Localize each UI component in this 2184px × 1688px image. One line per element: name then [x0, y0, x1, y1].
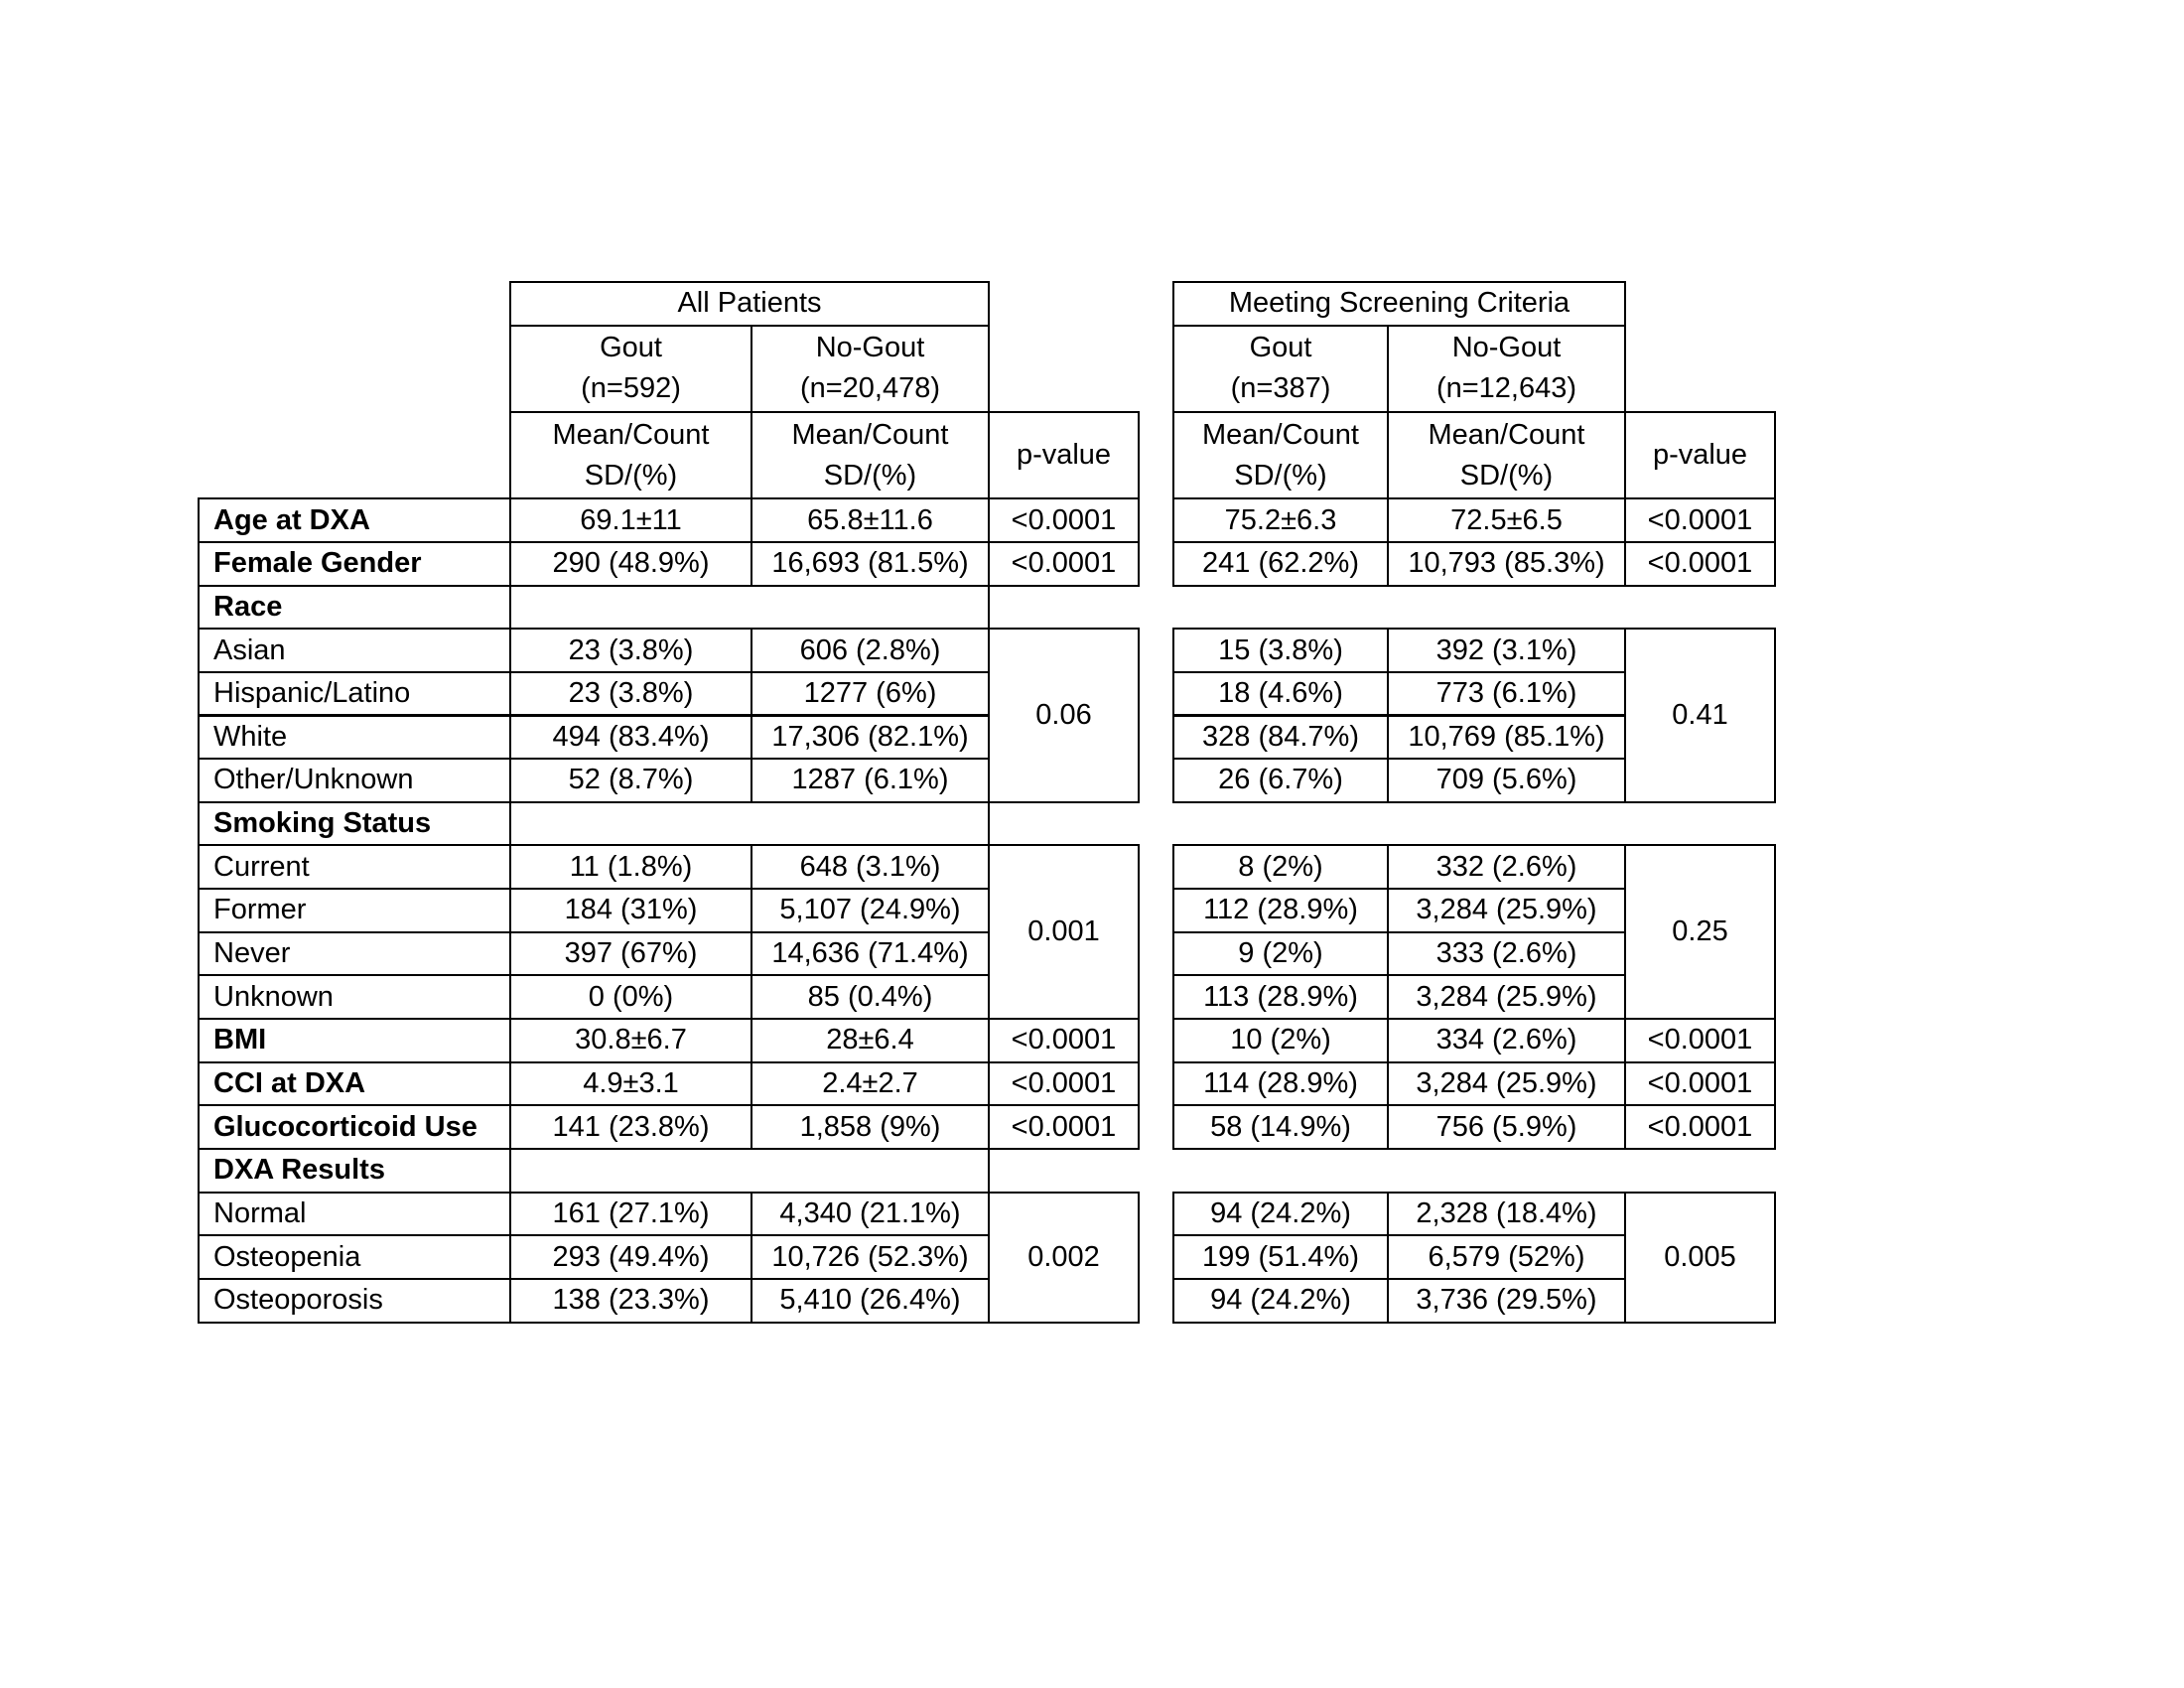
stat-header: [751, 411, 990, 499]
value-cell: [1387, 888, 1626, 933]
section-blank: [509, 801, 990, 847]
row-label: [198, 801, 511, 847]
value-cell-text: 18 (4.6%): [1218, 677, 1343, 710]
value-cell: [509, 1192, 752, 1237]
no-gout-header-text: (n=20,478): [799, 372, 941, 405]
value-cell-text: 3,284 (25.9%): [1416, 894, 1597, 926]
value-cell: [509, 758, 752, 803]
stat-header-text: Mean/Count: [1428, 418, 1585, 451]
row-label-text: Smoking Status: [213, 807, 432, 840]
p-value-cell-text: <0.0001: [1011, 503, 1117, 536]
value-cell: [1172, 497, 1389, 543]
value-cell: [1387, 931, 1626, 977]
p-value-cell-text: <0.0001: [1011, 1024, 1117, 1056]
value-cell: [509, 1061, 752, 1107]
value-cell-text: 392 (3.1%): [1435, 633, 1577, 666]
value-cell: [509, 1104, 752, 1150]
value-cell: [1387, 844, 1626, 890]
value-cell: [509, 1234, 752, 1280]
p-value-cell-text: <0.0001: [1647, 503, 1753, 536]
value-cell-text: 1,858 (9%): [799, 1110, 941, 1143]
value-cell-text: 52 (8.7%): [568, 764, 694, 796]
value-cell-text: 4.9±3.1: [583, 1067, 679, 1099]
value-cell: [1172, 628, 1389, 673]
value-cell-text: 494 (83.4%): [552, 720, 710, 753]
value-cell: [509, 541, 752, 587]
value-cell-text: 113 (28.9%): [1203, 980, 1358, 1013]
row-label: [198, 585, 511, 631]
no-gout-header: [1387, 325, 1626, 413]
value-cell: [1387, 1061, 1626, 1107]
value-cell-text: 15 (3.8%): [1218, 633, 1343, 666]
value-cell-text: 2,328 (18.4%): [1416, 1196, 1597, 1229]
value-cell: [1387, 1234, 1626, 1280]
gout-header-text: (n=387): [1230, 372, 1331, 405]
p-value-cell: [1624, 541, 1776, 587]
value-cell-text: 138 (23.3%): [552, 1284, 710, 1317]
group-title-text: Meeting Screening Criteria: [1228, 287, 1570, 320]
stat-header: [1387, 411, 1626, 499]
value-cell: [1387, 541, 1626, 587]
value-cell-text: 290 (48.9%): [552, 547, 710, 580]
value-cell-text: 94 (24.2%): [1210, 1196, 1351, 1229]
group-title-text: All Patients: [677, 287, 822, 320]
row-label: [198, 1018, 511, 1063]
value-cell-text: 3,284 (25.9%): [1416, 1067, 1597, 1099]
value-cell-text: 94 (24.2%): [1210, 1284, 1351, 1317]
row-label-text: Other/Unknown: [213, 764, 414, 796]
p-value-cell: [988, 1018, 1140, 1063]
value-cell: [509, 844, 752, 890]
row-label-text: Current: [213, 850, 310, 883]
p-value-merged-text: 0.002: [1027, 1240, 1100, 1273]
row-label-text: BMI: [213, 1024, 267, 1056]
value-cell: [751, 497, 990, 543]
gout-header: [1172, 325, 1389, 413]
value-cell: [751, 844, 990, 890]
p-value-cell-text: <0.0001: [1011, 1110, 1117, 1143]
section-blank: [509, 1148, 990, 1194]
p-value-cell: [988, 1104, 1140, 1150]
value-cell-text: 756 (5.9%): [1435, 1110, 1577, 1143]
p-value-cell: [1624, 497, 1776, 543]
gout-header-text: Gout: [1249, 332, 1312, 364]
p-value-cell: [1624, 1018, 1776, 1063]
row-label: [198, 1104, 511, 1150]
stat-header-text: SD/(%): [1234, 459, 1327, 492]
value-cell-text: 8 (2%): [1238, 850, 1323, 883]
p-value-cell: [1624, 1104, 1776, 1150]
value-cell-text: 334 (2.6%): [1435, 1024, 1577, 1056]
value-cell: [1387, 1018, 1626, 1063]
value-cell-text: 141 (23.8%): [552, 1110, 710, 1143]
section-blank: [509, 585, 990, 631]
row-label: [198, 1148, 511, 1194]
stat-header: [509, 411, 752, 499]
value-cell: [509, 1278, 752, 1324]
value-cell: [1387, 715, 1626, 761]
value-cell: [509, 931, 752, 977]
value-cell: [1172, 1018, 1389, 1063]
row-label-text: Former: [213, 894, 307, 926]
value-cell-text: 23 (3.8%): [568, 633, 694, 666]
value-cell: [751, 758, 990, 803]
row-label-text: Never: [213, 937, 291, 970]
p-value-merged-text: 0.41: [1672, 698, 1728, 731]
group-title: [1172, 281, 1626, 327]
value-cell: [1387, 1192, 1626, 1237]
value-cell-text: 65.8±11.6: [807, 503, 933, 536]
value-cell-text: 112 (28.9%): [1203, 894, 1358, 926]
value-cell: [1172, 888, 1389, 933]
row-label-text: Osteoporosis: [213, 1284, 383, 1317]
value-cell-text: 28±6.4: [826, 1024, 914, 1056]
p-value-cell: [988, 497, 1140, 543]
value-cell-text: 114 (28.9%): [1203, 1067, 1358, 1099]
value-cell: [1172, 671, 1389, 717]
row-label-text: Asian: [213, 633, 286, 666]
value-cell-text: 328 (84.7%): [1202, 720, 1359, 753]
value-cell-text: 26 (6.7%): [1218, 764, 1343, 796]
row-label: [198, 974, 511, 1020]
value-cell: [751, 974, 990, 1020]
stat-header-text: SD/(%): [823, 459, 917, 492]
value-cell-text: 1277 (6%): [803, 677, 937, 710]
value-cell-text: 0 (0%): [588, 980, 674, 1013]
gout-header-text: (n=592): [581, 372, 681, 405]
value-cell: [1172, 1234, 1389, 1280]
value-cell: [751, 1278, 990, 1324]
value-cell-text: 397 (67%): [564, 937, 698, 970]
value-cell-text: 11 (1.8%): [569, 850, 693, 883]
value-cell-text: 9 (2%): [1238, 937, 1323, 970]
row-label-text: Unknown: [213, 980, 334, 1013]
value-cell-text: 184 (31%): [564, 894, 698, 926]
value-cell: [1172, 758, 1389, 803]
value-cell: [1387, 671, 1626, 717]
value-cell: [751, 1061, 990, 1107]
value-cell: [1387, 628, 1626, 673]
p-value-header-text: p-value: [1652, 439, 1748, 472]
value-cell: [751, 715, 990, 761]
value-cell: [509, 671, 752, 717]
p-value-cell: [988, 1061, 1140, 1107]
p-value-header: [1624, 411, 1776, 499]
value-cell-text: 293 (49.4%): [552, 1240, 710, 1273]
p-value-merged: [988, 628, 1140, 803]
value-cell-text: 10,769 (85.1%): [1408, 720, 1605, 753]
value-cell: [509, 497, 752, 543]
row-label: [198, 931, 511, 977]
value-cell-text: 773 (6.1%): [1435, 677, 1577, 710]
value-cell-text: 17,306 (82.1%): [771, 720, 969, 753]
value-cell: [1387, 974, 1626, 1020]
p-value-merged-text: 0.06: [1035, 698, 1092, 731]
value-cell-text: 3,284 (25.9%): [1416, 980, 1597, 1013]
row-label: [198, 1192, 511, 1237]
value-cell: [1387, 758, 1626, 803]
value-cell-text: 241 (62.2%): [1202, 547, 1359, 580]
row-label: [198, 888, 511, 933]
value-cell: [509, 628, 752, 673]
value-cell-text: 199 (51.4%): [1202, 1240, 1359, 1273]
value-cell: [1387, 497, 1626, 543]
value-cell-text: 30.8±6.7: [575, 1024, 687, 1056]
p-value-cell-text: <0.0001: [1011, 1067, 1117, 1099]
row-label: [198, 1234, 511, 1280]
value-cell-text: 4,340 (21.1%): [779, 1196, 961, 1229]
value-cell-text: 332 (2.6%): [1435, 850, 1577, 883]
value-cell: [1172, 1278, 1389, 1324]
no-gout-header-text: No-Gout: [1451, 332, 1562, 364]
value-cell-text: 75.2±6.3: [1224, 503, 1337, 536]
value-cell-text: 69.1±11: [580, 503, 682, 536]
stat-header-text: Mean/Count: [791, 418, 949, 451]
value-cell-text: 161 (27.1%): [552, 1196, 710, 1229]
value-cell: [751, 628, 990, 673]
p-value-merged: [988, 844, 1140, 1020]
row-label-text: Race: [213, 590, 283, 623]
p-value-merged-text: 0.001: [1027, 915, 1100, 948]
value-cell: [1172, 1061, 1389, 1107]
row-label: [198, 715, 511, 761]
row-label-text: Osteopenia: [213, 1240, 361, 1273]
value-cell-text: 85 (0.4%): [807, 980, 933, 1013]
value-cell-text: 10,793 (85.3%): [1408, 547, 1605, 580]
row-label-text: Female Gender: [213, 547, 422, 580]
p-value-merged: [1624, 844, 1776, 1020]
stat-header: [1172, 411, 1389, 499]
p-value-merged: [988, 1192, 1140, 1324]
row-label: [198, 844, 511, 890]
row-label-text: Glucocorticoid Use: [213, 1110, 478, 1143]
value-cell: [751, 671, 990, 717]
p-value-cell-text: <0.0001: [1647, 1067, 1753, 1099]
row-label: [198, 497, 511, 543]
row-label: [198, 541, 511, 587]
p-value-cell-text: <0.0001: [1647, 1024, 1753, 1056]
p-value-merged-text: 0.005: [1664, 1240, 1736, 1273]
no-gout-header: [751, 325, 990, 413]
value-cell: [751, 541, 990, 587]
value-cell: [509, 888, 752, 933]
value-cell-text: 3,736 (29.5%): [1416, 1284, 1597, 1317]
value-cell: [751, 888, 990, 933]
stat-header-text: SD/(%): [584, 459, 678, 492]
row-label-text: CCI at DXA: [213, 1067, 366, 1099]
value-cell: [751, 1018, 990, 1063]
row-label-text: White: [213, 720, 288, 753]
value-cell-text: 10,726 (52.3%): [771, 1240, 969, 1273]
row-label-text: DXA Results: [213, 1154, 385, 1187]
p-value-merged-text: 0.25: [1672, 915, 1728, 948]
stat-header-text: Mean/Count: [552, 418, 710, 451]
value-cell-text: 5,107 (24.9%): [779, 894, 961, 926]
p-value-cell-text: <0.0001: [1647, 1110, 1753, 1143]
gout-header-text: Gout: [600, 332, 662, 364]
value-cell: [1387, 1278, 1626, 1324]
no-gout-header-text: (n=12,643): [1435, 372, 1577, 405]
value-cell: [1172, 1192, 1389, 1237]
p-value-cell: [988, 541, 1140, 587]
value-cell-text: 10 (2%): [1230, 1024, 1331, 1056]
row-label: [198, 671, 511, 717]
row-label: [198, 628, 511, 673]
gout-header: [509, 325, 752, 413]
value-cell: [751, 931, 990, 977]
p-value-cell-text: <0.0001: [1647, 547, 1753, 580]
value-cell: [1172, 1104, 1389, 1150]
no-gout-header-text: No-Gout: [815, 332, 925, 364]
value-cell-text: 23 (3.8%): [568, 677, 694, 710]
value-cell: [751, 1234, 990, 1280]
value-cell-text: 333 (2.6%): [1435, 937, 1577, 970]
row-label: [198, 1278, 511, 1324]
group-title: [509, 281, 990, 327]
row-label: [198, 758, 511, 803]
value-cell-text: 58 (14.9%): [1210, 1110, 1351, 1143]
value-cell: [751, 1192, 990, 1237]
value-cell: [1172, 541, 1389, 587]
p-value-cell-text: <0.0001: [1011, 547, 1117, 580]
value-cell-text: 2.4±2.7: [822, 1067, 918, 1099]
value-cell: [509, 974, 752, 1020]
value-cell-text: 606 (2.8%): [799, 633, 941, 666]
p-value-merged: [1624, 628, 1776, 803]
p-value-merged: [1624, 1192, 1776, 1324]
value-cell-text: 5,410 (26.4%): [779, 1284, 961, 1317]
p-value-header-text: p-value: [1016, 439, 1112, 472]
value-cell-text: 72.5±6.5: [1450, 503, 1563, 536]
value-cell: [1172, 844, 1389, 890]
value-cell: [509, 715, 752, 761]
row-label-text: Age at DXA: [213, 503, 370, 536]
p-value-header: [988, 411, 1140, 499]
value-cell: [509, 1018, 752, 1063]
value-cell-text: 14,636 (71.4%): [771, 937, 969, 970]
value-cell: [1387, 1104, 1626, 1150]
value-cell: [1172, 974, 1389, 1020]
value-cell-text: 709 (5.6%): [1435, 764, 1577, 796]
value-cell: [1172, 931, 1389, 977]
value-cell-text: 6,579 (52%): [1428, 1240, 1585, 1273]
value-cell: [751, 1104, 990, 1150]
stat-header-text: Mean/Count: [1202, 418, 1359, 451]
value-cell-text: 648 (3.1%): [799, 850, 941, 883]
row-label: [198, 1061, 511, 1107]
value-cell-text: 16,693 (81.5%): [771, 547, 969, 580]
row-label-text: Hispanic/Latino: [213, 677, 411, 710]
row-label-text: Normal: [213, 1196, 307, 1229]
value-cell-text: 1287 (6.1%): [791, 764, 949, 796]
stat-header-text: SD/(%): [1459, 459, 1554, 492]
value-cell: [1172, 715, 1389, 761]
p-value-cell: [1624, 1061, 1776, 1107]
